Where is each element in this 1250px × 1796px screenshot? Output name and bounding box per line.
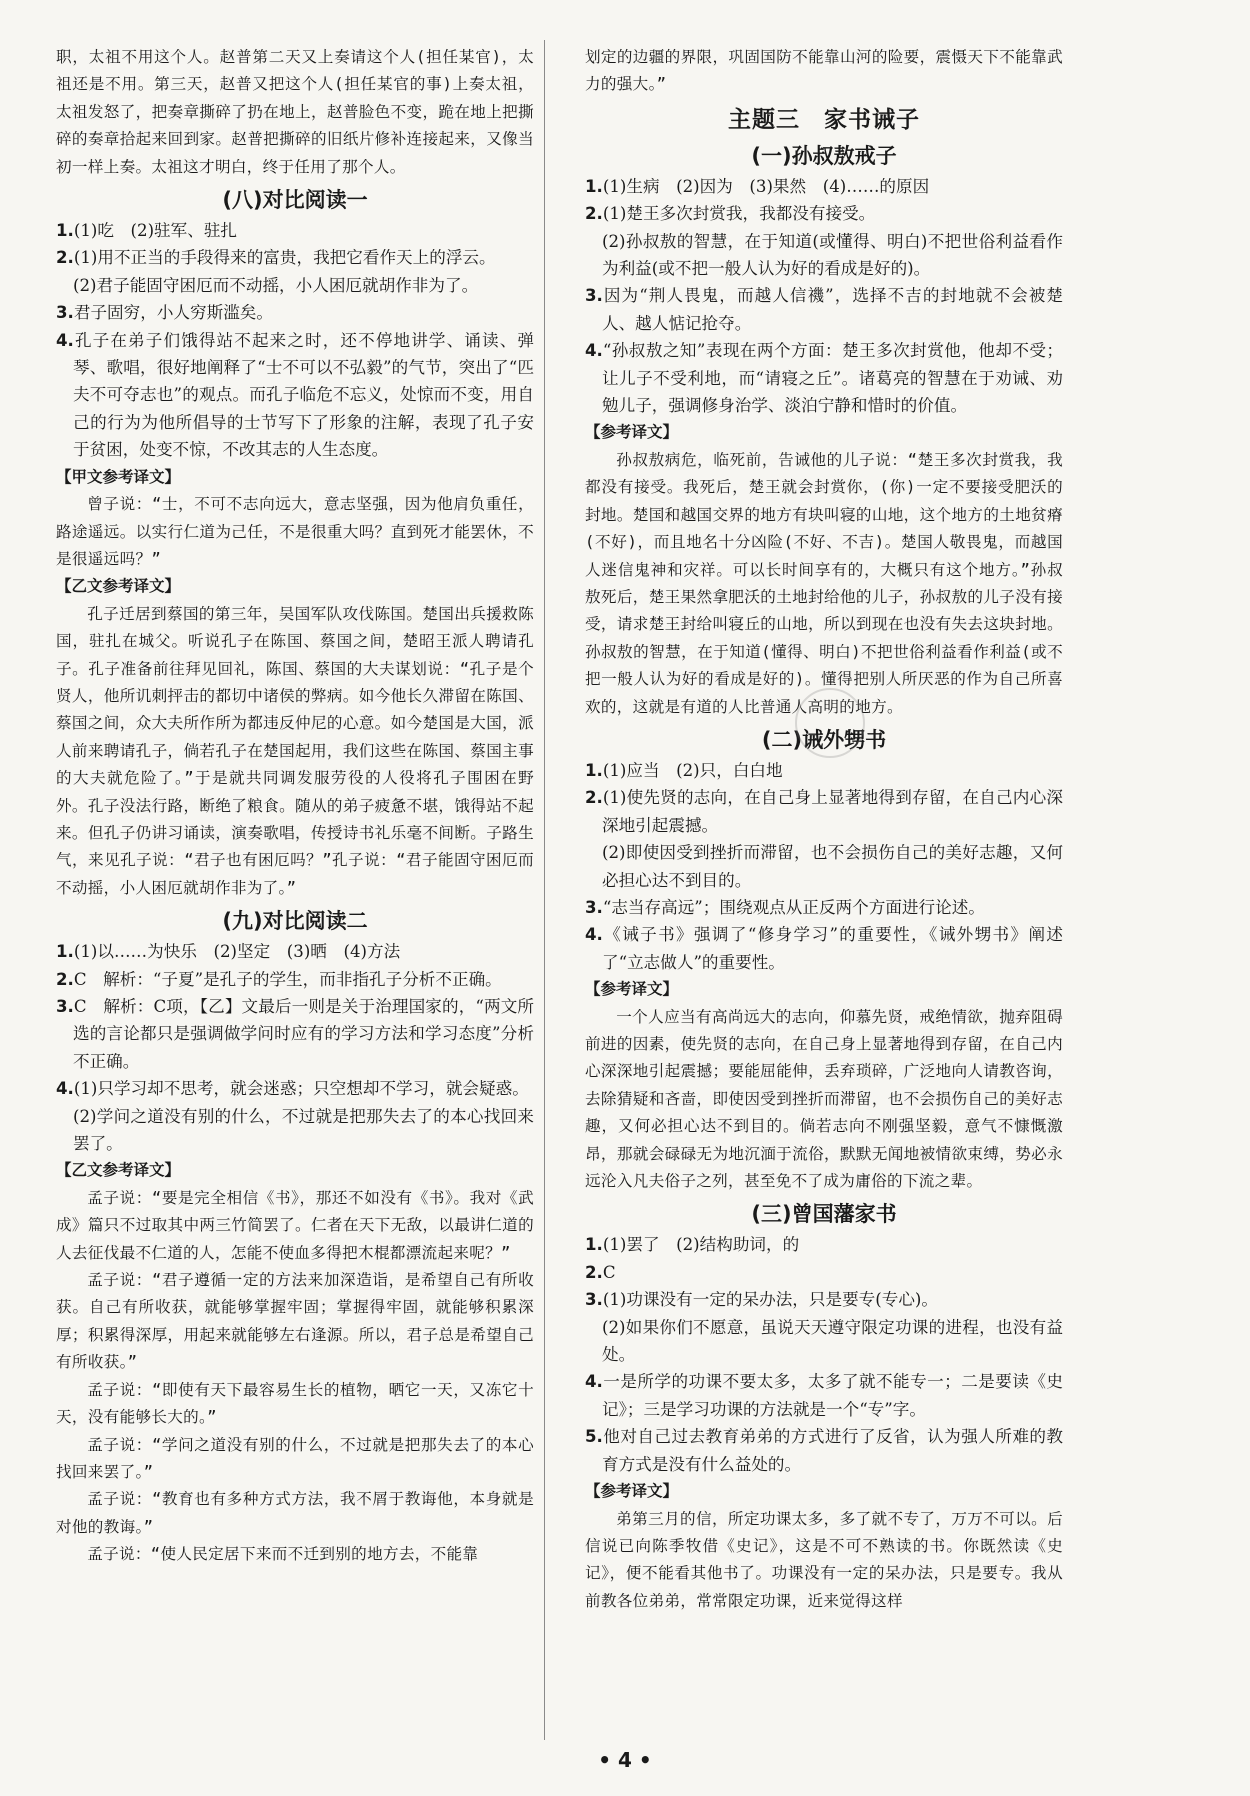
reference-translation-heading: 【乙文参考译文】 [56, 577, 181, 596]
reference-translation: 弟第三月的信，所定功课太多，多了就不专了，万万不可以。后信说已向陈季牧借《史记》，这是不可不熟读的书。你既然读《史记》，便不能看其他书了。功课没有一定的呆办法，只是要专。我从前教各位弟弟，常常限定功课，近来觉得这样 [585, 1509, 1063, 1610]
reference-translation: 孟子说：“君子遵循一定的方法来加深造诣，是希望自己有所收获。自己有所收获，就能够掌握牢固；掌握得牢固，就能够积累深厚；积累得深厚，用起来就能够左右逢源。所以，君子总是希望自己有所收获。” [56, 1271, 534, 1372]
answer-item: 3.C 解析：C项，【乙】文最后一则是关于治理国家的，“两文所选的言论都只是强调做学问时应有的学习方法和学习态度”分析不正确。 [56, 997, 534, 1071]
answer-subitem: (2)君子能固守困厄而不动摇，小人困厄就胡作非为了。 [73, 275, 479, 295]
answer-subitem: (2)如果你们不愿意，虽说天天遵守限定功课的进程，也没有益处。 [602, 1317, 1063, 1365]
reference-translation: 孔子迁居到蔡国的第三年，吴国军队攻伐陈国。楚国出兵援救陈国，驻扎在城父。听说孔子在陈国、蔡国之间，楚昭王派人聘请孔子。孔子准备前往拜见回礼，陈国、蔡国的大夫谋划说：“孔子是个贤人，他所讥刺抨击的都切中诸侯的弊病。如今他长久滞留在陈国、蔡国之间，众大夫所作所为都违反仲尼的心意。如今楚国是大国，派人前来聘请孔子，倘若孔子在楚国起用，我们这些在陈国、蔡国主事的大夫就危险了。”于是就共同调发服劳役的人役将孔子围困在野外。孔子没法行路，断绝了粮食。随从的弟子疲惫不堪，饿得站不起来。但孔子仍讲习诵读，演奏歌唱，传授诗书礼乐毫不间断。子路生气，来见孔子说：“君子也有困厄吗？”孔子说：“君子能固守困厄而不动摇，小人困厄就胡作非为了。” [56, 604, 534, 897]
answer-item: 2.(1)用不正当的手段得来的富贵，我把它看作天上的浮云。 [56, 248, 496, 268]
reference-translation: 孟子说：“要是完全相信《书》，那还不如没有《书》。我对《武成》篇只不过取其中两三竹简罢了。仁者在天下无敌，以最讲仁道的人去征伐最不仁道的人，怎能不使血多得把木棍都漂流起来呢？” [56, 1188, 534, 1262]
faint-stamp-mark [795, 688, 865, 758]
answer-item: 4.孔子在弟子们饿得站不起来之时，还不停地讲学、诵读、弹琴、歌唱，很好地阐释了“士不可以不弘毅”的气节，突出了“匹夫不可夺志也”的观点。而孔子临危不忘义，处惊而不变，用自己的行为为他所倡导的士节写下了形象的注解，表现了孔子安于贫困，处变不惊，不改其志的人生态度。 [56, 330, 534, 460]
reference-translation-heading: 【参考译文】 [585, 980, 679, 999]
reference-translation: 孟子说：“使人民定居下来而不迁到别的地方去，不能靠 [87, 1545, 479, 1564]
answer-item: 5.他对自己过去教育弟弟的方式进行了反省，认为强人所难的教育方式是没有什么益处的。 [585, 1427, 1063, 1474]
answer-item: 1.(1)吃 (2)驻军、驻扎 [56, 221, 238, 241]
section-title-b: (二)诫外甥书 [761, 727, 887, 752]
theme-title: 主题三 家书诫子 [728, 106, 920, 133]
answer-item: 3.君子固穷，小人穷斯滥矣。 [56, 303, 273, 323]
answer-item: 2.C 解析：“子夏”是孔子的学生，而非指孔子分析不正确。 [56, 969, 502, 989]
answer-subitem: (2)学问之道没有别的什么，不过就是把那失去了的本心找回来罢了。 [73, 1106, 534, 1154]
section-title-c: (三)曾国藩家书 [751, 1202, 897, 1227]
reference-translation-heading: 【甲文参考译文】 [56, 467, 181, 486]
answer-item: 2.(1)使先贤的志向，在自己身上显著地得到存留，在自己内心深深地引起震撼。 [585, 788, 1063, 835]
right-column [585, 44, 1063, 1615]
reference-translation: 孟子说：“即使有天下最容易生长的植物，晒它一天，又冻它十天，没有能够长大的。” [56, 1380, 534, 1427]
column-divider [544, 40, 545, 1740]
answer-item: 4.“孙叔敖之知”表现在两个方面：楚王多次封赏他，他却不受；让儿子不受利地，而“请寝之丘”。诸葛亮的智慧在于劝诫、劝勉儿子，强调修身治学、淡泊宁静和惜时的价值。 [585, 341, 1063, 416]
section-title-a: (一)孙叔敖戒子 [751, 143, 897, 168]
continued-translation: 划定的边疆的界限，巩固国防不能靠山河的险要，震慑天下不能靠武力的强大。” [585, 48, 1063, 94]
section-title-8: (八)对比阅读一 [222, 188, 368, 213]
reference-translation: 一个人应当有高尚远大的志向，仰慕先贤，戒绝情欲，抛弃阻碍前进的因素，使先贤的志向，在自己身上显著地得到存留，在自己内心深深地引起震撼；要能屈能伸，丢弃琐碎，广泛地向人请教咨询，去除猜疑和吝啬，即使因受到挫折而滞留，也不会损伤自己的美好志趣，又何必担心达不到目的。倘若志向不刚强坚毅，意气不慷慨激昂，那就会碌碌无为地沉湎于流俗，默默无闻地被情欲束缚，势必永远沦入凡夫俗子之列，甚至免不了成为庸俗的下流之辈。 [585, 1007, 1063, 1191]
answer-item: 1.(1)生病 (2)因为 (3)果然 (4)……的原因 [585, 176, 930, 196]
reference-translation: 曾子说：“士，不可不志向远大，意志坚强，因为他肩负重任，路途遥远。以实行仁道为己任，不是很重大吗？直到死才能罢休，不是很遥远吗？” [56, 495, 534, 568]
answer-item: 4.(1)只学习却不思考，就会迷惑；只空想却不学习，就会疑惑。 [56, 1079, 529, 1099]
answer-item: 4.一是所学的功课不要太多，太多了就不能专一；二是要读《史记》；三是学习功课的方法就是一个“专”字。 [585, 1372, 1063, 1419]
section-title-9: (九)对比阅读二 [222, 909, 368, 934]
reference-translation-heading: 【乙文参考译文】 [56, 1161, 181, 1180]
answer-item: 1.(1)罢了 (2)结构助词，的 [585, 1235, 800, 1255]
reference-translation: 孟子说：“教育也有多种方式方法，我不屑于教诲他，本身就是对他的教诲。” [56, 1490, 534, 1536]
answer-item: 4.《诫子书》强调了“修身学习”的重要性，《诫外甥书》阐述了“立志做人”的重要性。 [585, 925, 1063, 972]
answer-item: 1.(1)以……为快乐 (2)坚定 (3)晒 (4)方法 [56, 942, 401, 962]
reference-translation: 孙叔敖病危，临死前，告诫他的儿子说：“楚王多次封赏我，我都没有接受。我死后，楚王就会封赏你，(你)一定不要接受肥沃的封地。楚国和越国交界的地方有块叫寝的山地，这个地方的土地贫瘠(不好)，而且地名十分凶险(不好、不吉)。楚国人敬畏鬼，而越国人迷信鬼神和灾祥。可以长时间享有的，大概只有这个地方。”孙叔敖死后，楚王果然拿肥沃的土地封给他的儿子，孙叔敖的儿子没有接受，请求楚王封给叫寝丘的山地，所以到现在也没有失去这块封地。孙叔敖的智慧，在于知道(懂得、明白)不把世俗利益看作利益(或不把一般人认为好的看成是好的)。懂得把别人所厌恶的作为自己所喜欢的，这就是有道的人比普通人高明的地方。 [585, 450, 1063, 716]
reference-translation: 孟子说：“学问之道没有别的什么，不过就是把那失去了的本心找回来罢了。” [56, 1435, 534, 1481]
answer-item: 1.(1)应当 (2)只，白白地 [585, 760, 783, 780]
continued-translation: 职，太祖不用这个人。赵普第二天又上奏请这个人(担任某官)，太祖还是不用。第三天，赵普又把这个人(担任某官的事)上奏太祖，太祖发怒了，把奏章撕碎了扔在地上，赵普脸色不变，跪在地上把撕碎的奏章拾起来回到家。赵普把撕碎的旧纸片修补连接起来，又像当初一样上奏。太祖这才明白，终于任用了那个人。 [56, 48, 534, 176]
reference-translation-heading: 【参考译文】 [585, 1482, 679, 1501]
left-column [56, 44, 534, 1569]
answer-item: 2.(1)楚王多次封赏我，我都没有接受。 [585, 204, 876, 224]
answer-item: 3.因为“荆人畏鬼，而越人信禨”，选择不吉的封地就不会被楚人、越人惦记抢夺。 [585, 286, 1063, 333]
answer-item: 3.“志当存高远”；围绕观点从正反两个方面进行论述。 [585, 897, 985, 917]
answer-item: 3.(1)功课没有一定的呆办法，只是要专(专心)。 [585, 1290, 938, 1310]
answer-subitem: (2)孙叔敖的智慧，在于知道(或懂得、明白)不把世俗利益看作为利益(或不把一般人认为好的看成是好的)。 [602, 231, 1063, 279]
answer-subitem: (2)即使因受到挫折而滞留，也不会损伤自己的美好志趣，又何必担心达不到目的。 [602, 843, 1063, 890]
answer-item: 2.C [585, 1262, 616, 1282]
reference-translation-heading: 【参考译文】 [585, 423, 679, 442]
page-number: • 4 • [598, 1748, 652, 1772]
